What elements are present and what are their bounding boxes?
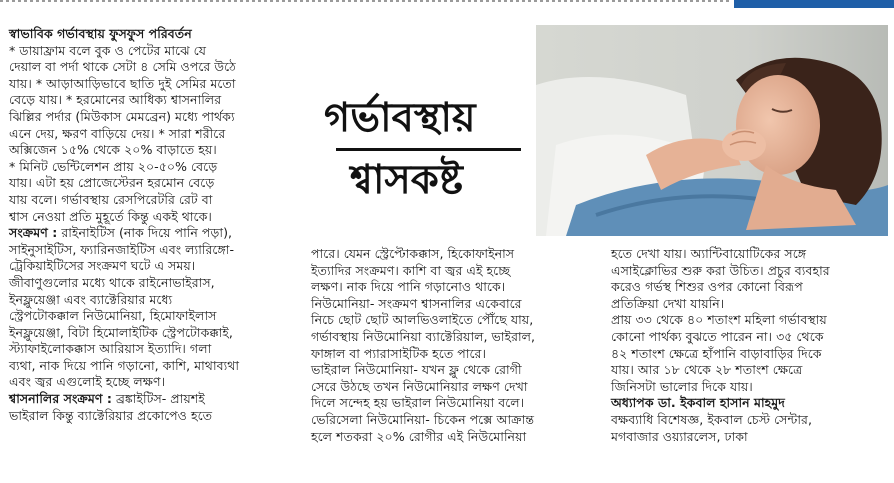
author-name: অধ্যাপক ডা. ইকবাল হাসান মাহমুদ (611, 395, 785, 411)
text-line: ট্রেকিয়াইটিসের সংক্রমণ ঘটে এ সময়। (9, 258, 196, 274)
woman-coughing-photo-icon (536, 25, 888, 236)
text-line: যায় বলে। গর্ভাবস্থায় রেসপিরেটরি রেট বা (9, 191, 213, 207)
text-line: এবং জ্বর এগুলোই হচ্ছে লক্ষণ। (9, 374, 166, 390)
text-line: প্রায় ৩৩ থেকে ৪০ শতাংশ মহিলা গর্ভাবস্থায় (611, 312, 827, 328)
text-line: ইনফ্লুয়েঞ্জা, বিটা হিমোলাইটিক স্ট্রেপটোকক্কাই, (9, 324, 233, 340)
text-line: ৪২ শতাংশ ক্ষেত্রে হাঁপানি বাড়াবাড়ির দিকে (611, 345, 822, 361)
text-line: বেড়ে যায়। * হরমোনের আধিক্য শ্বাসনালির (9, 92, 222, 108)
text-line: সাইনুসাইটিস, ফ্যারিনজাইটিস এবং ল্যারিঙ্গো- (9, 241, 235, 257)
text-line: ভেরিসেলা নিউমোনিয়া- চিকেন পক্সে আক্রান্ত (311, 411, 535, 427)
text-line: ভাইরাল কিন্তু ব্যাক্টেরিয়ার প্রকোপেও হতে (9, 407, 213, 423)
headline-line-1: গর্ভাবস্থায় (324, 95, 476, 141)
text-line (9, 391, 301, 408)
top-border (0, 0, 894, 10)
dotted-rule (0, 0, 730, 2)
text-line: নিউমোনিয়া- সংক্রমণ শ্বাসনালির একেবারে (311, 295, 522, 311)
text-line: * মিনিট ভেন্টিলেশন প্রায় ২০-৫০% বেড়ে (9, 158, 218, 174)
article-photo (536, 25, 888, 236)
text-line: হতে দেখা যায়। অ্যান্টিবায়োটিকের সঙ্গে (611, 246, 807, 261)
text-line: দেয়াল বা পর্দা থাকে সেটা ৪ সেমি ওপরে উঠে (9, 59, 236, 75)
author-location: মগবাজার ওয়্যারলেস, ঢাকা (611, 428, 748, 444)
text-line: সেরে উঠছে তখন নিউমোনিয়ার লক্ষণ দেখা (311, 378, 528, 394)
text-line: ইনফ্লুয়েঞ্জা এবং ব্যাক্টেরিয়ার মধ্যে (9, 291, 173, 307)
text-line: নিচে ছোট ছোট আলভিওলাইতে পৌঁছে যায়, (311, 312, 534, 328)
text-line: যায়। এটা হয় প্রোজেস্টেরন হরমোন বেড়ে (9, 175, 215, 191)
article-column-1 (9, 26, 301, 424)
article-column-3 (611, 246, 887, 445)
text-line: ফাঙ্গাল বা প্যারাসাইটিক হতে পারে। (311, 345, 486, 361)
text-line: শ্বাস নেওয়া প্রতি মুহূর্তে কিন্তু একই থাকে। (9, 208, 212, 224)
text-line: গর্ভাবস্থায় নিউমোনিয়া ব্যাক্টেরিয়াল, ভাইরাল, (311, 328, 536, 344)
text-span: রাইনাইটিস (নাক দিয়ে পানি পড়া), (57, 225, 232, 241)
text-line: ব্যথা, নাক দিয়ে পানি গড়ানো, কাশি, মাথাব্যথা (9, 357, 240, 373)
text-line: যায়। আর ১৮ থেকে ২৮ শতাংশ ক্ষেত্রে (611, 362, 803, 378)
infection-label: সংক্রমণ : (9, 225, 58, 241)
respiratory-label: শ্বাসনালির সংক্রমণ : (9, 391, 112, 407)
text-span: ব্রঙ্কাইটিস- প্রায়শই (111, 391, 205, 407)
text-line: যায়। * আড়াআড়িভাবে ছাতি দুই সেমির মতো (9, 75, 236, 91)
text-line: লক্ষণ। নাক দিয়ে পানি গড়ানোও থাকে। (311, 279, 506, 295)
headline-rule (336, 148, 521, 151)
text-line: এনে দেয়, ক্ষরণ বাড়িয়ে দেয়। * সারা শরীরে (9, 125, 226, 141)
text-line: জীবাণুগুলোর মধ্যে থাকে রাইনোভাইরাস, (9, 274, 215, 290)
accent-bar (734, 0, 894, 8)
text-line: স্ট্রেপটোকক্কাল নিউমোনিয়া, হিমোফাইলাস (9, 308, 217, 324)
text-line: ভাইরাল নিউমোনিয়া- যখন ফ্লু থেকে রোগী (311, 362, 522, 378)
author-title: বক্ষব্যাধি বিশেষজ্ঞ, ইকবাল চেস্ট সেন্টার, (611, 411, 812, 427)
text-line: ইত্যাদির সংক্রমণ। কাশি বা জ্বর এই হচ্ছে (311, 262, 511, 278)
headline-line-2: শ্বাসকষ্ট (350, 157, 463, 203)
text-line: পারে। যেমন স্ট্রেপ্টোকক্কাস, হিকোফাইনাস (311, 246, 515, 261)
text-line: হলে শতকরা ২০% রোগীর এই নিউমোনিয়া (311, 428, 527, 444)
text-line: জিনিসটা ভালোর দিকে যায়। (611, 378, 753, 394)
text-line: কোনো পার্থক্য বুঝতে পারেন না। ৩৫ থেকে (611, 328, 824, 344)
text-line: করেও গর্ভস্থ শিশুর ওপর কোনো বিরূপ (611, 279, 803, 295)
text-line: দিলে সন্দেহ হয় ভাইরাল নিউমোনিয়া বলে। (311, 395, 525, 411)
article-column-2 (311, 246, 593, 445)
text-line (9, 225, 301, 242)
text-line: এসাইক্লোভির শুরু করা উচিত। প্রচুর ব্যবহার (611, 262, 830, 278)
text-line: অক্সিজেন ১৫% থেকে ২০% বাড়াতে হয়। (9, 142, 217, 158)
section-heading: স্বাভাবিক গর্ভাবস্থায় ফুসফুস পরিবর্তন (9, 26, 192, 41)
text-line: প্রতিক্রিয়া দেখা যায়নি। (611, 295, 725, 311)
text-line: * ডায়াফ্রাম বলে বুক ও পেটের মাঝে যে (9, 42, 206, 58)
text-line: ঝিল্লির পর্দার (মিউকাস মেমব্রেন) মধ্যে পার্থক্য (9, 108, 235, 124)
headline (306, 95, 536, 205)
text-line: স্ট্যাফাইলোকক্কাস আরিয়াস ইত্যাদি। গলা (9, 341, 212, 357)
